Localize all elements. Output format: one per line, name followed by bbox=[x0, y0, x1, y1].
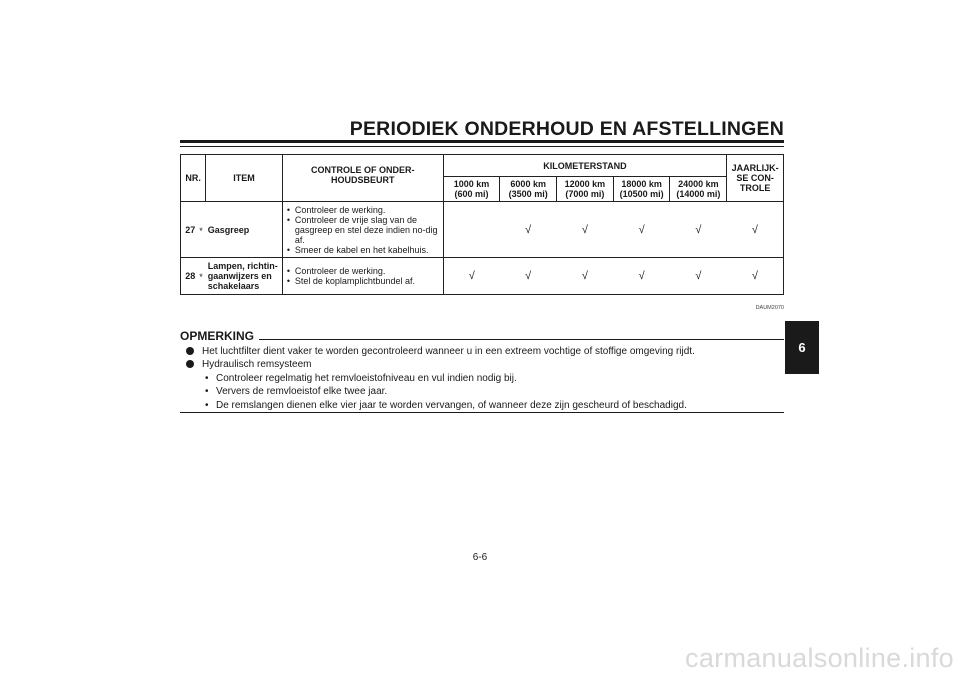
row-checks bbox=[282, 202, 443, 258]
check-item: • Controleer de vrije slag van de gasgreep en stel deze indien no-dig af. bbox=[287, 215, 441, 245]
bullet-icon bbox=[186, 347, 194, 355]
page-number: 6-6 bbox=[472, 552, 488, 563]
note-rule-bottom bbox=[180, 412, 784, 413]
header-control: CONTROLE OF ONDER- HOUDSBEURT bbox=[282, 155, 443, 202]
header-km-3: 12000 km (7000 mi) bbox=[557, 177, 614, 202]
row-checks bbox=[282, 258, 443, 295]
interval-cell: √ bbox=[670, 202, 727, 258]
header-km-5: 24000 km (14000 mi) bbox=[670, 177, 727, 202]
row-item: Lampen, richtin-gaanwijzers en schakelaars bbox=[206, 258, 283, 295]
interval-cell: √ bbox=[557, 258, 614, 295]
watermark: carmanualsonline.info bbox=[685, 643, 954, 673]
interval-cell bbox=[443, 202, 500, 258]
header-km-1: 1000 km (600 mi) bbox=[443, 177, 500, 202]
bullet-icon bbox=[186, 360, 194, 368]
check-item: • Controleer de werking. bbox=[287, 205, 441, 215]
check-item: • Smeer de kabel en het kabelhuis. bbox=[287, 245, 441, 255]
interval-cell: √ bbox=[613, 258, 670, 295]
row-number: 28 bbox=[181, 258, 197, 295]
check-item: • Stel de koplamplichtbundel af. bbox=[287, 276, 441, 286]
note-rule-top bbox=[180, 339, 784, 340]
list-item: • De remslangen dienen elke vier jaar te worden vervangen, of wanneer deze zijn gescheurd of beschadigd. bbox=[202, 399, 786, 412]
yearly-cell: √ bbox=[727, 202, 784, 258]
title-rule-thick bbox=[180, 140, 784, 143]
note-heading: OPMERKING bbox=[180, 329, 259, 343]
header-yearly: JAARLIJK- SE CON- TROLE bbox=[727, 155, 784, 202]
list-item: • Ververs de remvloeistof elke twee jaar. bbox=[202, 385, 786, 398]
header-km-4: 18000 km (10500 mi) bbox=[613, 177, 670, 202]
asterisk-marker: * bbox=[196, 258, 205, 295]
interval-cell: √ bbox=[670, 258, 727, 295]
yearly-cell: √ bbox=[727, 258, 784, 295]
header-nr: NR. bbox=[181, 155, 206, 202]
maintenance-table bbox=[180, 154, 784, 295]
interval-cell: √ bbox=[613, 202, 670, 258]
interval-cell: √ bbox=[557, 202, 614, 258]
page-title: PERIODIEK ONDERHOUD EN AFSTELLINGEN bbox=[349, 118, 784, 140]
check-item: • Controleer de werking. bbox=[287, 266, 441, 276]
asterisk-marker: * bbox=[196, 202, 205, 258]
list-item: Hydraulisch remsysteem • Controleer regelmatig het remvloeistofniveau en vul indien nodig bij. • Ververs de remvloeistof elke twee jaar. • De remslangen dienen elke vier jaar te worden vervangen, of wanneer deze zijn gescheurd of beschadigd. bbox=[186, 358, 786, 412]
note-sublist bbox=[202, 372, 786, 412]
row-item: Gasgreep bbox=[206, 202, 283, 258]
note-list bbox=[186, 345, 786, 412]
interval-cell: √ bbox=[443, 258, 500, 295]
document-code: DAUM2070 bbox=[755, 305, 784, 311]
list-item: • Controleer regelmatig het remvloeistofniveau en vul indien nodig bij. bbox=[202, 372, 786, 385]
header-item: ITEM bbox=[206, 155, 283, 202]
table-row bbox=[181, 258, 784, 295]
header-kilometerstand: KILOMETERSTAND bbox=[443, 155, 727, 177]
interval-cell: √ bbox=[500, 258, 557, 295]
table-row bbox=[181, 202, 784, 258]
interval-cell: √ bbox=[500, 202, 557, 258]
row-number: 27 bbox=[181, 202, 197, 258]
list-item: Het luchtfilter dient vaker te worden gecontroleerd wanneer u in een extreem vochtige of stoffige omgeving rijdt. bbox=[186, 345, 786, 358]
chapter-tab[interactable]: 6 bbox=[785, 321, 819, 374]
title-rule-thin bbox=[180, 146, 784, 147]
header-km-2: 6000 km (3500 mi) bbox=[500, 177, 557, 202]
